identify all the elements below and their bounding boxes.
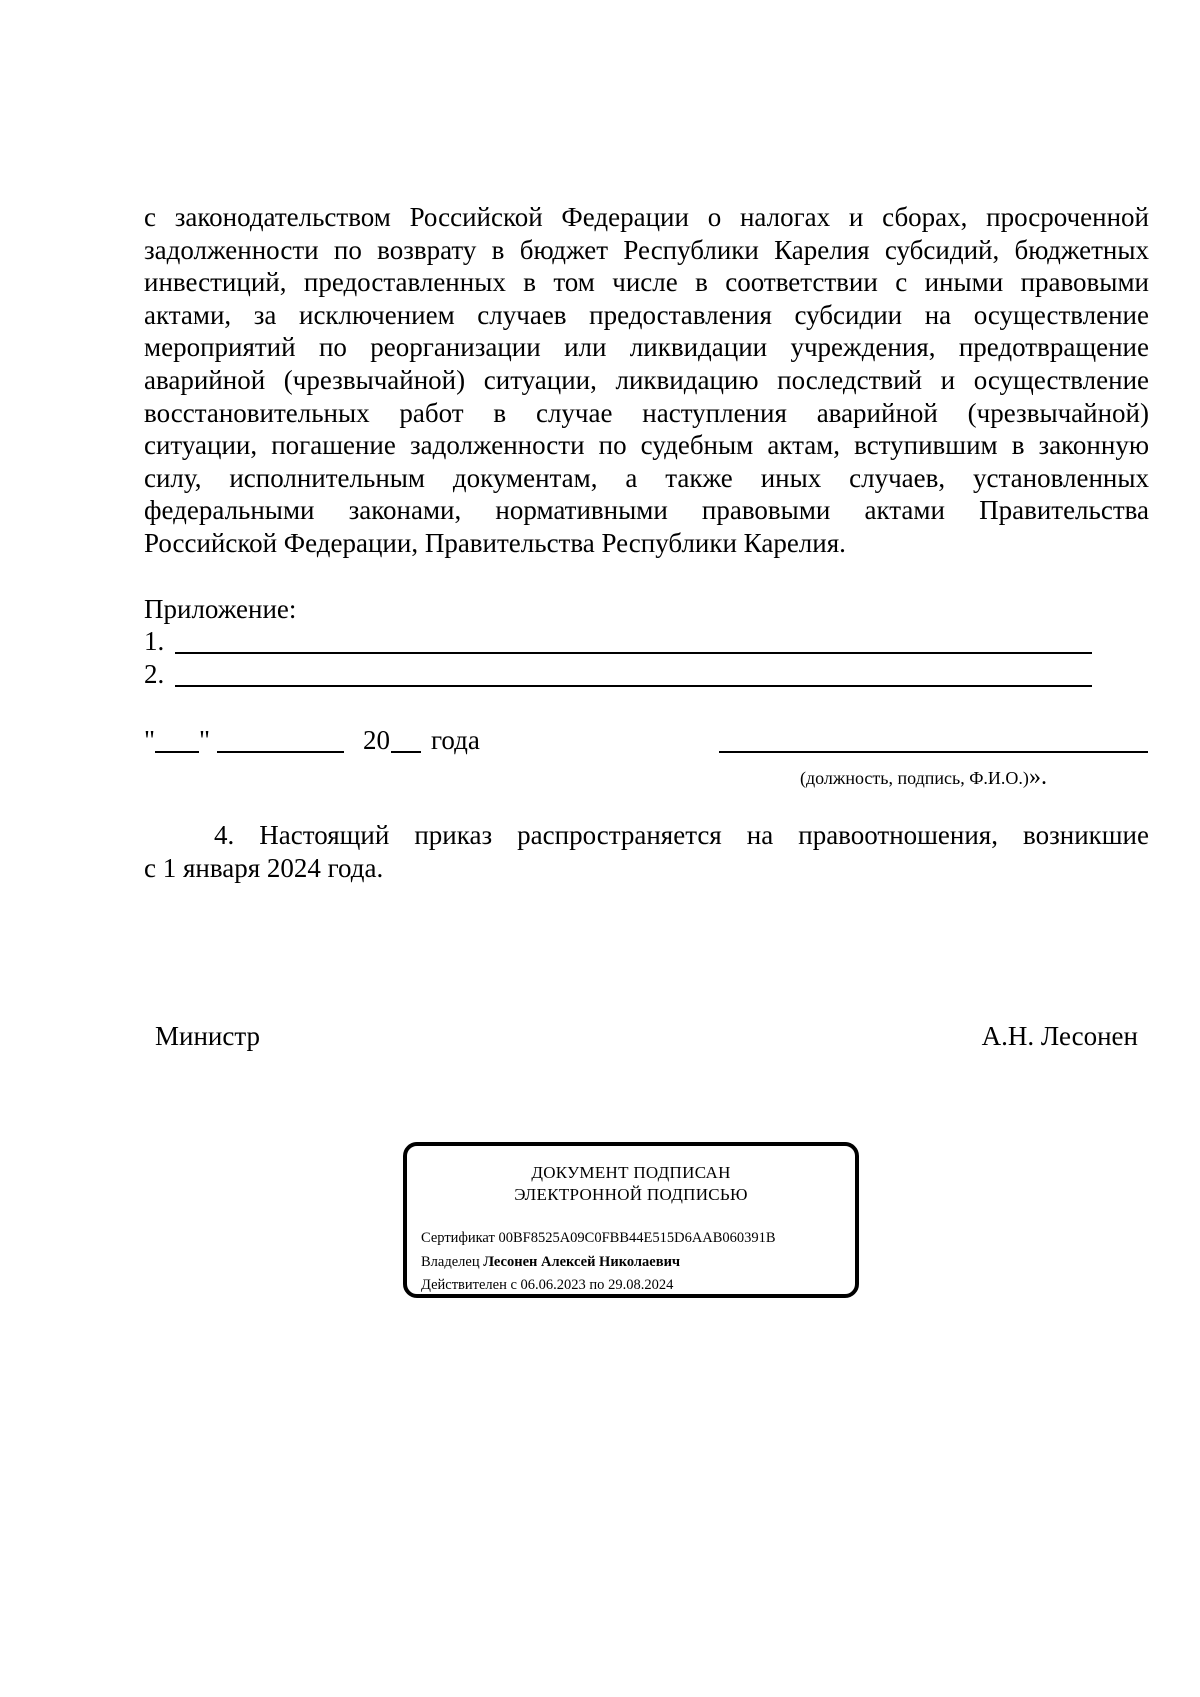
month-blank [217, 751, 344, 753]
appendix-blank-line [175, 652, 1092, 654]
certificate-value: 00BF8525A09C0FBB44E515D6AAB060391B [498, 1230, 776, 1246]
stamp-owner-row [421, 1251, 776, 1275]
year-suffix: года [431, 725, 480, 755]
clause-line: с 1 января 2024 года. [144, 852, 384, 883]
clause-4 [144, 819, 1149, 884]
stamp-details [421, 1227, 776, 1298]
paragraph-line: силу, исполнительным документам, а также иных случаев, установленных [144, 462, 1149, 493]
paragraph-line: инвестиций, предоставленных в том числе в соответствии с иными правовыми [144, 267, 1149, 298]
owner-label: Владелец [421, 1253, 480, 1270]
stamp-validity-row [421, 1274, 776, 1298]
year-prefix: 20 [363, 725, 390, 755]
signature-caption [800, 765, 1047, 790]
appendix-item-number: 2. [144, 659, 165, 689]
stamp-certificate-row [421, 1227, 776, 1251]
signer-name: А.Н. Лесонен [981, 1021, 1138, 1051]
stamp-title-line: ДОКУМЕНТ ПОДПИСАН [531, 1163, 731, 1182]
owner-value: Лесонен Алексей Николаевич [483, 1253, 681, 1270]
appendix-item-number: 1. [144, 626, 165, 656]
paragraph-line: восстановительных работ в случае наступления аварийной (чрезвычайной) [144, 397, 1149, 428]
day-blank [155, 751, 199, 753]
main-paragraph [144, 201, 1149, 560]
paragraph-line: аварийной (чрезвычайной) ситуации, ликвидацию последствий и осуществление [144, 364, 1149, 395]
year-blank [391, 751, 421, 753]
date-close-quote: " [199, 725, 211, 755]
paragraph-line: задолженности по возврату в бюджет Республики Карелия субсидий, бюджетных [144, 234, 1149, 265]
e-signature-stamp [403, 1142, 859, 1298]
paragraph-line: Российской Федерации, Правительства Республики Карелия. [144, 527, 846, 558]
paragraph-line: мероприятий по реорганизации или ликвидации учреждения, предотвращение [144, 332, 1149, 363]
signature-blank-line [719, 751, 1148, 753]
valid-to-label: по [589, 1277, 605, 1293]
paragraph-line: с законодательством Российской Федерации о налогах и сборах, просроченной [144, 202, 1149, 232]
appendix-label: Приложение: [144, 594, 297, 624]
paragraph-line: федеральными законами, нормативными правовыми актами Правительства [144, 495, 1149, 526]
valid-from: 06.06.2023 [520, 1277, 586, 1293]
valid-label: Действителен с [421, 1277, 517, 1293]
stamp-title [407, 1162, 855, 1206]
certificate-label: Сертификат [421, 1230, 495, 1246]
paragraph-line: ситуации, погашение задолженности по судебным актам, вступившим в законную [144, 430, 1149, 461]
valid-to: 29.08.2024 [608, 1277, 674, 1293]
date-open-quote: " [144, 725, 156, 755]
appendix-blank-line [175, 685, 1092, 687]
signature-caption-text: (должность, подпись, Ф.И.О.) [800, 768, 1029, 788]
stamp-title-line: ЭЛЕКТРОННОЙ ПОДПИСЬЮ [514, 1185, 748, 1204]
closing-quote: ». [1028, 764, 1047, 790]
signer-position: Министр [155, 1021, 260, 1051]
paragraph-line: актами, за исключением случаев предоставления субсидии на осуществление [144, 299, 1149, 330]
clause-line: 4. Настоящий приказ распространяется на правоотношения, возникшие [214, 820, 1149, 850]
